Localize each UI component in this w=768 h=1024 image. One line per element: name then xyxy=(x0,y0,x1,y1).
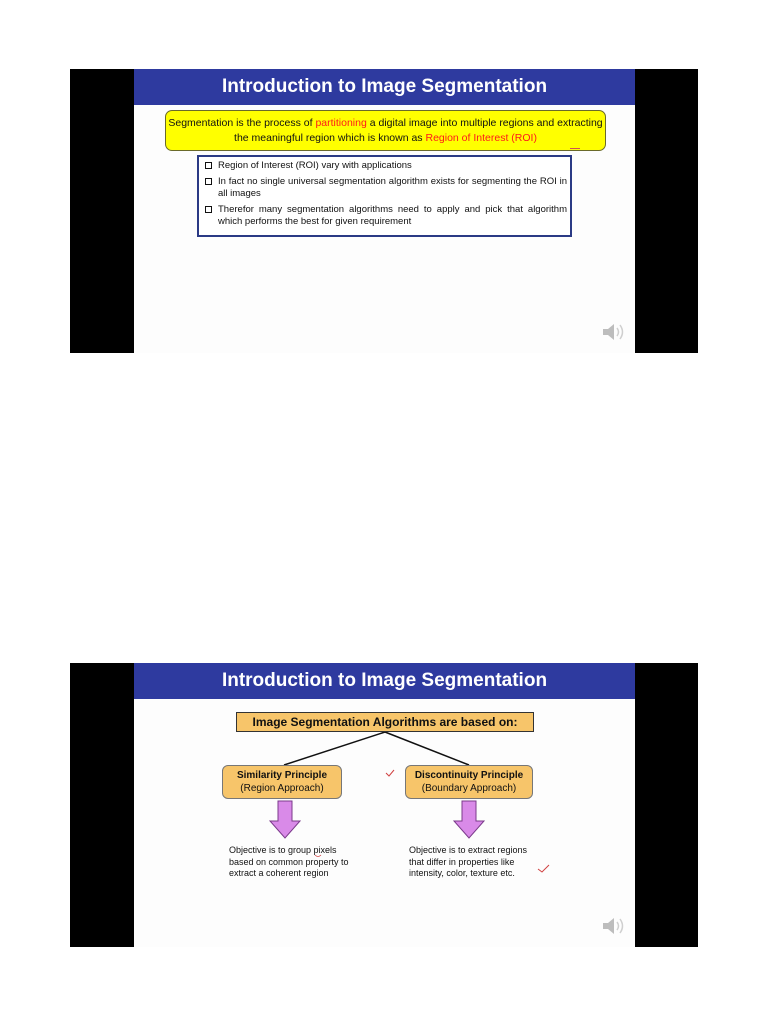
checkmark-icon xyxy=(538,865,549,872)
connector-line-right xyxy=(385,732,469,765)
bullet-text: Therefor many segmentation algorithms need to apply and pick that algorithm which performs the best for given requirement xyxy=(218,204,567,227)
list-item xyxy=(203,176,567,200)
speaker-icon[interactable] xyxy=(601,321,627,343)
slide-1 xyxy=(134,69,635,353)
speaker-icon[interactable] xyxy=(601,915,627,937)
checkbox-bullet-icon xyxy=(205,178,212,185)
checkbox-bullet-icon xyxy=(205,162,212,169)
similarity-objective-text: Objective is to group pixels based on common property to extract a coherent region xyxy=(229,845,349,878)
slide-title: Introduction to Image Segmentation xyxy=(134,663,635,699)
bullet-text: In fact no single universal segmentation algorithm exists for segmenting the ROI in all images xyxy=(218,176,567,199)
principle-title: Similarity Principle xyxy=(236,770,328,781)
slide-2 xyxy=(134,663,635,947)
annotation-underline xyxy=(570,146,580,149)
definition-text: Segmentation is the process of xyxy=(168,117,316,129)
slide-title: Introduction to Image Segmentation xyxy=(134,69,635,105)
slide-frame-1 xyxy=(70,69,698,353)
diagram-connectors xyxy=(134,663,635,947)
down-arrow-icon xyxy=(454,801,484,838)
principle-title: Discontinuity Principle xyxy=(414,770,524,781)
list-item xyxy=(203,160,567,172)
checkmark-icon xyxy=(386,770,394,776)
discontinuity-objective-text: Objective is to extract regions that differ in properties like intensity, color, texture etc. xyxy=(409,845,528,878)
bullet-text: Region of Interest (ROI) vary with applications xyxy=(218,160,412,171)
definition-box xyxy=(165,110,606,151)
definition-text-cont: a digital image into multiple regions and extracting the meaningful region which is known as xyxy=(234,117,603,144)
similarity-principle-box xyxy=(222,765,342,799)
list-item xyxy=(203,204,567,228)
bullet-list xyxy=(197,155,572,237)
checkbox-bullet-icon xyxy=(205,206,212,213)
slide-frame-2 xyxy=(70,663,698,947)
algorithms-header-box: Image Segmentation Algorithms are based on: xyxy=(236,712,534,732)
principle-subtitle: (Region Approach) xyxy=(240,783,324,794)
principle-subtitle: (Boundary Approach) xyxy=(421,783,517,794)
discontinuity-principle-box xyxy=(405,765,533,799)
down-arrow-icon xyxy=(270,801,300,838)
definition-highlight-partitioning: partitioning xyxy=(315,117,367,129)
definition-highlight-roi: Region of Interest (ROI) xyxy=(425,132,537,144)
connector-line-left xyxy=(284,732,385,765)
